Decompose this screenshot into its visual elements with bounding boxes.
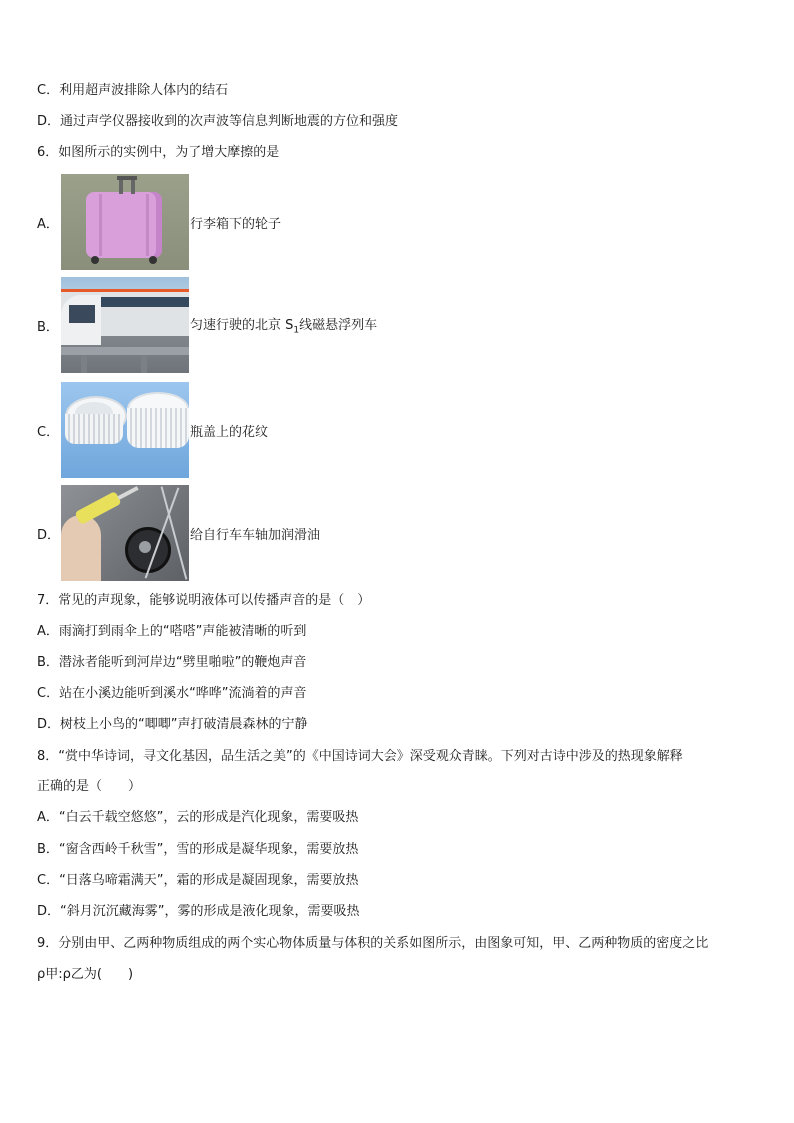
option-caption: 行李箱下的轮子 [190, 216, 282, 232]
q6-option-c [37, 382, 268, 478]
q6-option-b [37, 277, 377, 373]
question-8-line-1: 8．“赏中华诗词，寻文化基因，品生活之美”的《中国诗词大会》深受观众青睐。下列对古诗中涉及的热现象解释 [37, 749, 683, 764]
q7-option-a: A．雨滴打到雨伞上的“嗒嗒”声能被清晰的听到 [37, 624, 307, 639]
q8-option-d: D．“斜月沉沉藏海雾”，雾的形成是液化现象，需要吸热 [37, 904, 360, 919]
bottle-cap-image [61, 382, 189, 478]
question-9-line-1: 9．分别由甲、乙两种物质组成的两个实心物体质量与体积的关系如图所示，由图象可知，甲、乙两种物质的密度之比 [37, 936, 709, 951]
q8-option-c: C．“日落乌啼霜满天”，霜的形成是凝固现象，需要放热 [37, 873, 359, 888]
option-letter: A． [37, 216, 59, 232]
question-8-line-2: 正确的是（ ） [37, 779, 142, 794]
option-letter: D． [37, 527, 61, 543]
question-7: 7．常见的声现象，能够说明液体可以传播声音的是（ ） [37, 593, 371, 608]
q6-option-a [37, 174, 281, 270]
question-6: 6．如图所示的实例中，为了增大摩擦的是 [37, 145, 280, 160]
q7-option-c: C．站在小溪边能听到溪水“哗哗”流淌着的声音 [37, 686, 307, 701]
q8-option-a: A．“白云千载空悠悠”，云的形成是汽化现象，需要吸热 [37, 810, 359, 825]
bike-axle-oil-image [61, 485, 189, 581]
q7-option-b: B．潜泳者能听到河岸边“劈里啪啦”的鞭炮声音 [37, 655, 307, 670]
option-c-line: C．利用超声波排除人体内的结石 [37, 83, 229, 98]
option-d-line: D．通过声学仪器接收到的次声波等信息判断地震的方位和强度 [37, 114, 399, 129]
option-caption: 给自行车车轴加润滑油 [190, 527, 321, 543]
option-caption: 匀速行驶的北京 $S_1$线磁悬浮列车 [190, 318, 378, 336]
option-caption: 瓶盖上的花纹 [190, 424, 269, 440]
q8-option-b: B．“窗含西岭千秋雪”，雪的形成是凝华现象，需要放热 [37, 842, 359, 857]
suitcase-image [61, 174, 189, 270]
option-letter: C． [37, 424, 60, 440]
option-letter: B． [37, 319, 59, 335]
maglev-train-image [61, 277, 189, 373]
q7-option-d: D．树枝上小鸟的“唧唧”声打破清晨森林的宁静 [37, 717, 308, 732]
question-9-line-2: ρ甲:ρ乙为( ) [37, 967, 134, 982]
q6-option-d [37, 485, 320, 581]
